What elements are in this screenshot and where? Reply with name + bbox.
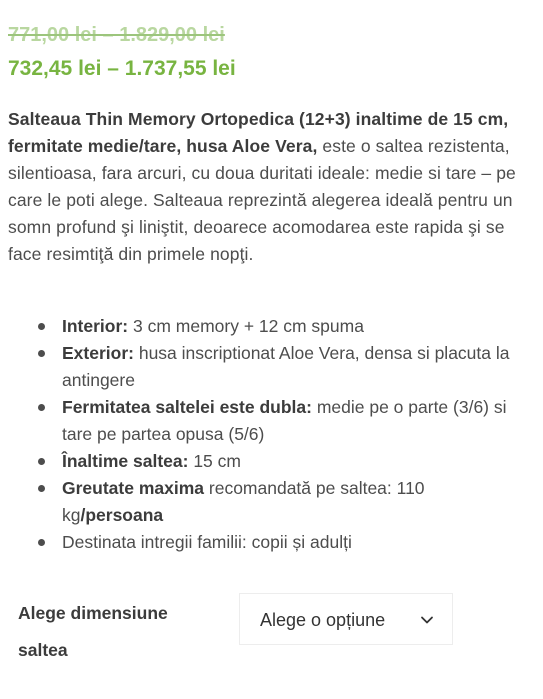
feature-label: Interior:	[62, 316, 129, 336]
size-selector-label: Alege dimensiune saltea	[18, 603, 168, 660]
bullet-icon	[38, 350, 45, 357]
feature-text: 3 cm memory + 12 cm spuma	[128, 316, 364, 336]
description-bold-intro: Salteaua Thin Memory Ortopedica (12+3) inaltime de 15 cm, fermitate medie/tare, husa Aloe Vera,	[8, 109, 509, 156]
feature-item	[8, 340, 528, 394]
bullet-icon	[38, 323, 45, 330]
bullet-icon	[38, 539, 45, 546]
feature-text: medie pe o parte (3/6) si tare pe partea opusa (5/6)	[62, 397, 507, 444]
feature-text: husa inscriptionat Aloe Vera, densa si placuta la antingere	[62, 343, 510, 390]
feature-label: Înaltime saltea:	[62, 451, 189, 471]
feature-item	[8, 448, 528, 475]
bullet-icon	[38, 458, 45, 465]
feature-text: Destinata intregii familii: copii și adulți	[62, 532, 352, 552]
feature-item	[8, 475, 528, 529]
product-description	[8, 106, 528, 268]
size-select-value: Alege o opțiune	[260, 610, 386, 630]
price-block	[8, 18, 538, 86]
feature-item	[8, 394, 528, 448]
bullet-icon	[38, 485, 45, 492]
feature-text: 15 cm	[188, 451, 241, 471]
feature-label-suffix: /persoana	[80, 505, 164, 525]
feature-list	[8, 313, 528, 556]
feature-item	[8, 313, 528, 340]
feature-label: Fermitatea saltelei este dubla:	[62, 397, 312, 417]
bullet-icon	[38, 404, 45, 411]
sale-price-range: 732,45 lei – 1.737,55 lei	[8, 57, 236, 80]
description-text: este o saltea rezistenta, silentioasa, fara arcuri, cu doua duritati ideale: medie si tare – pe care le poti alege. Salteaua reprezintă alegerea ideală pentru un somn profund şi liniştit, deoarece acomodarea este rapida şi se face resimtiţă din primele nopţi.	[8, 136, 516, 264]
size-select-dropdown[interactable]	[239, 593, 453, 645]
feature-label: Greutate maxima	[62, 478, 205, 498]
old-price-range: 771,00 lei – 1.829,00 lei	[8, 24, 225, 46]
feature-label: Exterior:	[62, 343, 134, 363]
chevron-down-icon	[420, 613, 434, 627]
feature-text: recomandată pe saltea: 110 kg	[62, 478, 425, 525]
feature-item	[8, 529, 528, 556]
